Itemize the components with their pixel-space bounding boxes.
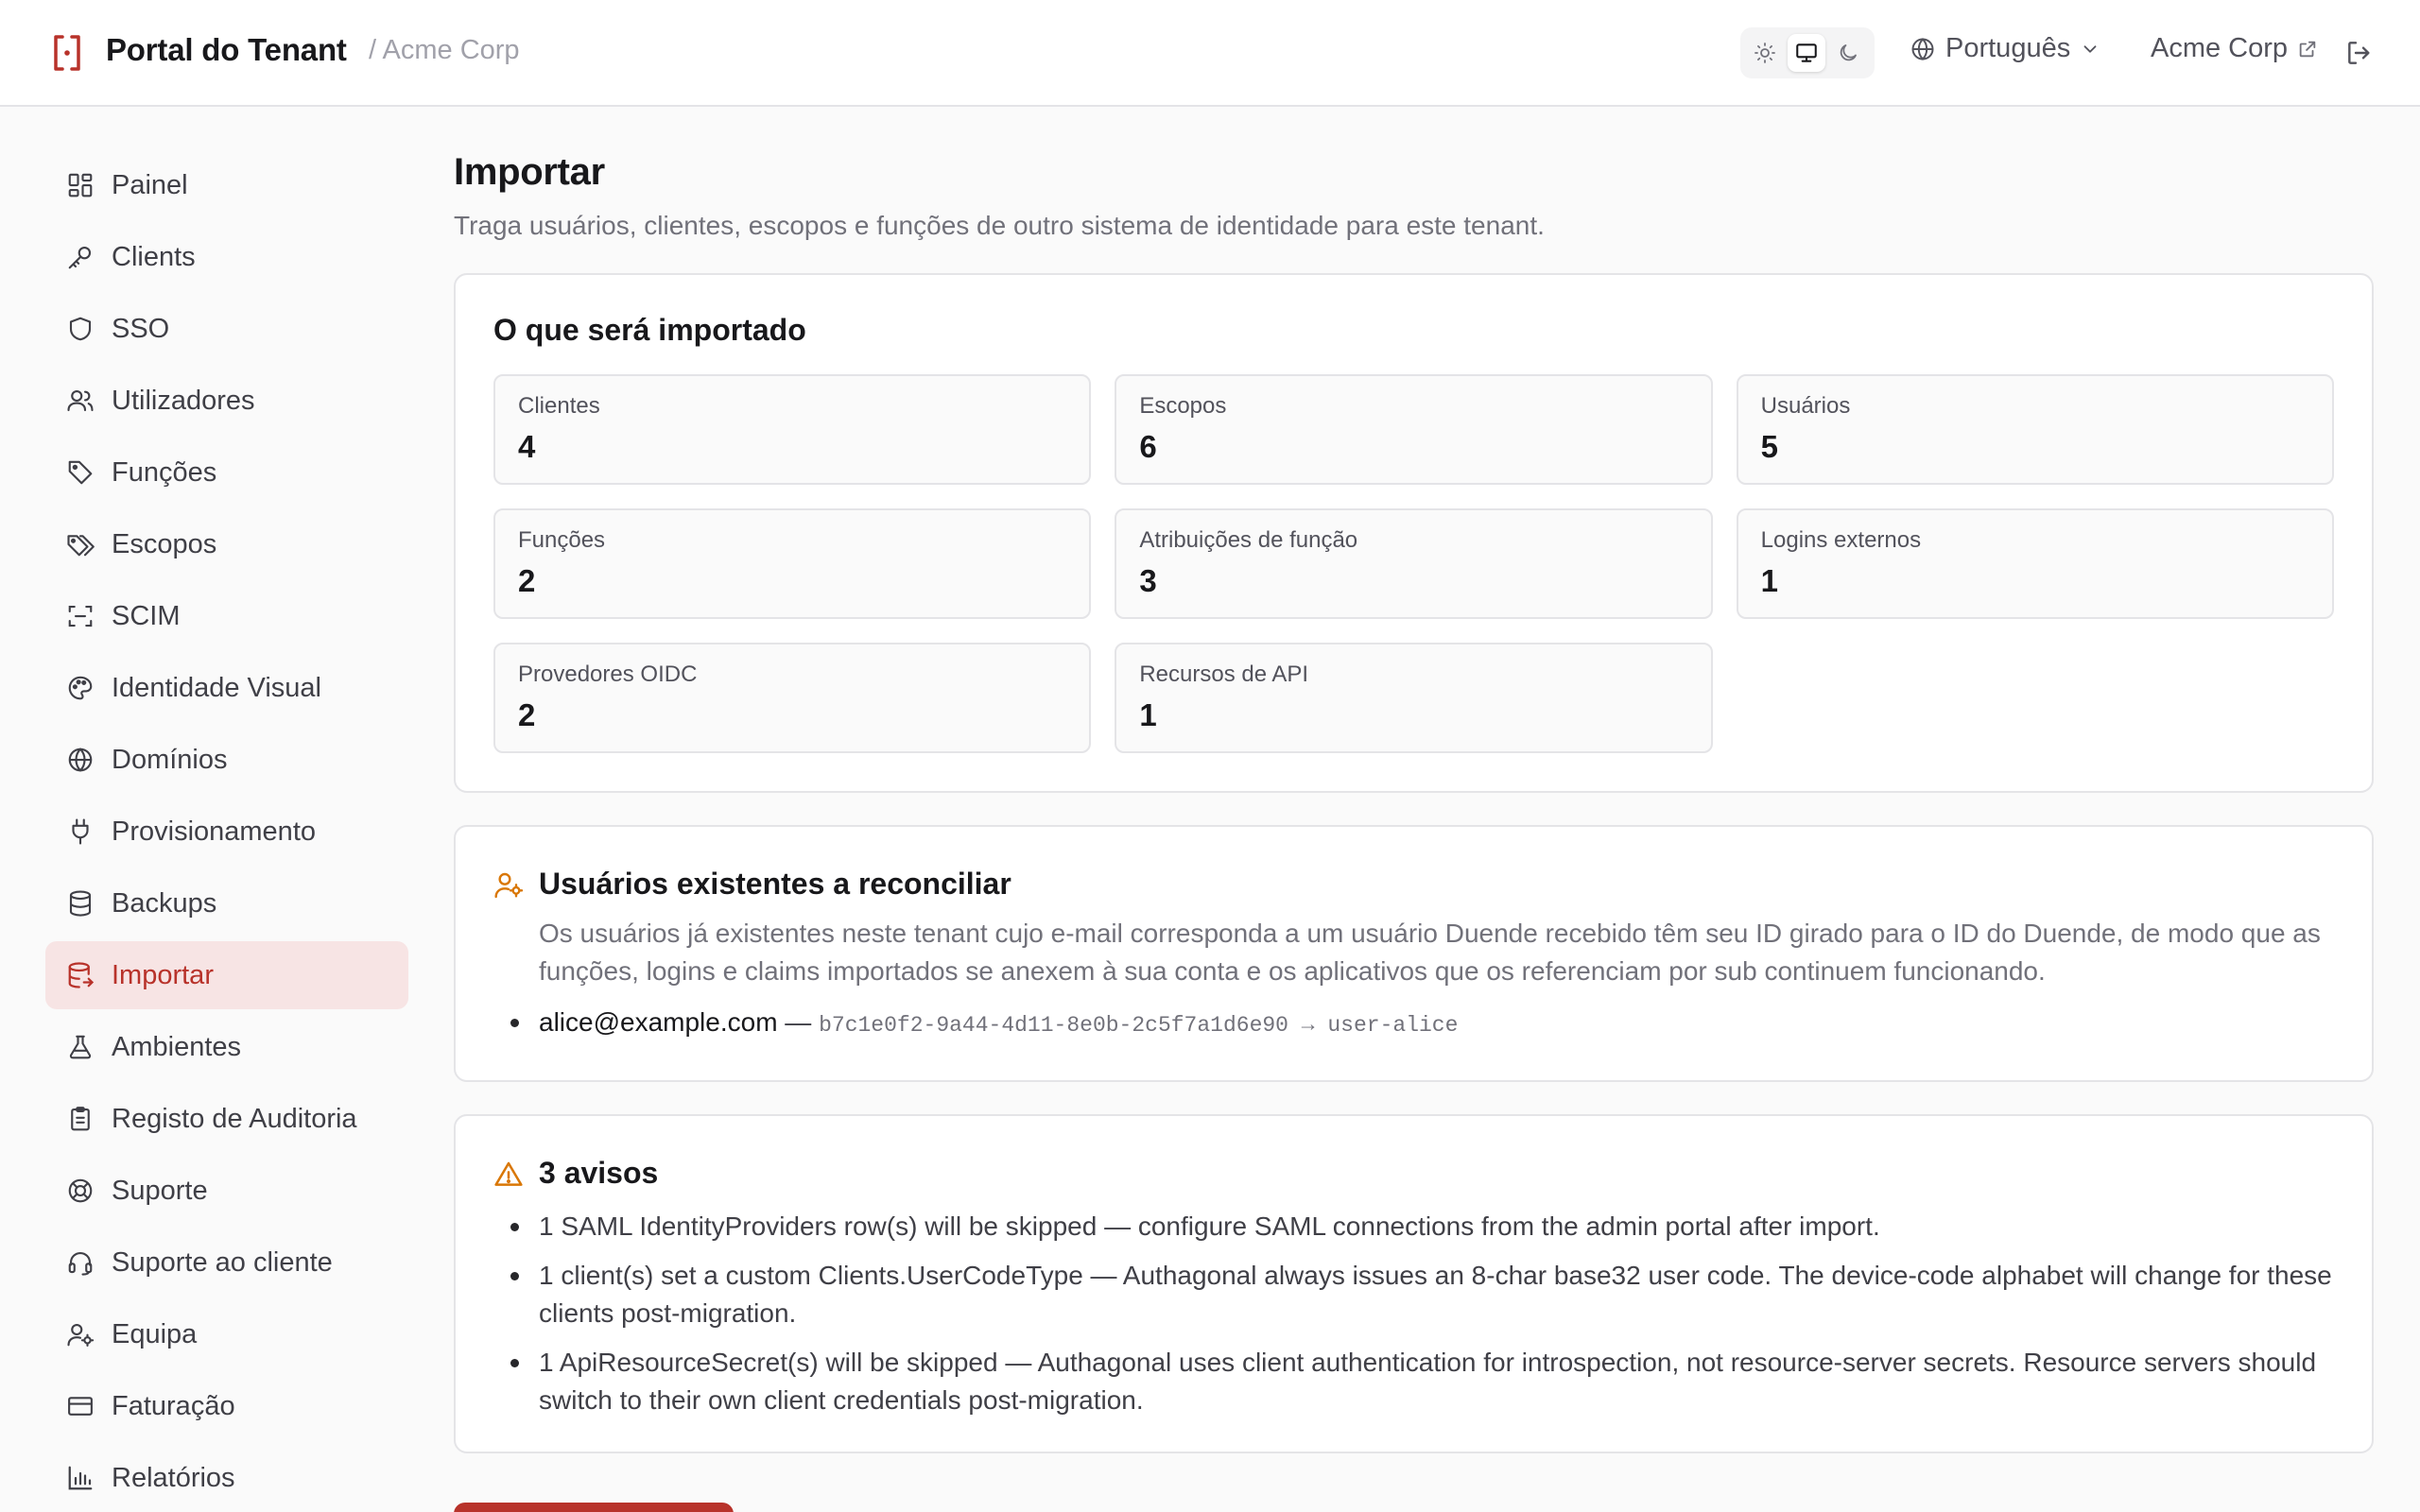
warning-triangle-icon (493, 1160, 524, 1190)
reconcile-description: Os usuários já existentes neste tenant cujo e-mail corresponda a um usuário Duende recebido têm seu ID girado para o ID do Duende, de modo que as funções, logins e claims importados se anexem à sua conta e os aplicativos que os referenciam por sub continuem funcionando. (539, 919, 2321, 986)
import-submit-button[interactable] (454, 1503, 734, 1512)
clipboard-icon (66, 1105, 95, 1133)
light-theme-button[interactable] (1746, 34, 1784, 72)
sidebar-item-scim[interactable] (45, 582, 408, 650)
key-icon (66, 243, 95, 271)
sidebar-item-label: Funções (112, 456, 217, 488)
stat-usuarios (1737, 374, 2334, 485)
stat-recursos-api (1115, 643, 1712, 753)
reconcile-users-card (454, 825, 2374, 1082)
chevron-down-icon (2080, 39, 2100, 60)
sidebar-item-label: Suporte ao cliente (112, 1246, 333, 1278)
stat-value: 2 (518, 697, 536, 732)
stat-label: Funções (518, 527, 606, 553)
org-link-label: Acme Corp (2151, 33, 2289, 63)
users-icon (66, 387, 95, 415)
sidebar-item-painel[interactable] (45, 151, 408, 219)
sidebar-item-label: Relatórios (112, 1462, 235, 1493)
sidebar-item-ambientes[interactable] (45, 1013, 408, 1081)
reconcile-header (493, 867, 2334, 990)
reconcile-title: Usuários existentes a reconciliar (539, 867, 1011, 901)
reconcile-user-list (493, 1004, 2334, 1044)
tenant-breadcrumb: / Acme Corp (369, 35, 520, 65)
sidebar-item-escopos[interactable] (45, 510, 408, 578)
sun-icon (1754, 42, 1776, 64)
shield-icon (66, 315, 95, 343)
sidebar-item-registo-auditoria[interactable] (45, 1085, 408, 1153)
headset-icon (66, 1248, 95, 1277)
stat-logins-externos (1737, 508, 2334, 619)
import-summary-card (454, 273, 2374, 793)
warnings-title: 3 avisos (539, 1156, 659, 1190)
sidebar-item-backups[interactable] (45, 869, 408, 937)
sidebar-item-label: Identidade Visual (112, 672, 321, 703)
stat-value: 6 (1139, 429, 1157, 464)
moon-icon (1837, 42, 1859, 64)
bar-chart-icon (66, 1464, 95, 1492)
sidebar-item-label: Painel (112, 169, 188, 200)
sidebar-item-importar[interactable] (45, 941, 408, 1009)
warnings-card (454, 1114, 2374, 1453)
stat-escopos (1115, 374, 1712, 485)
stat-funcoes (493, 508, 1091, 619)
stat-label: Provedores OIDC (518, 662, 698, 687)
stat-value: 2 (518, 563, 536, 598)
sidebar-item-label: Ambientes (112, 1031, 242, 1062)
monitor-icon (1794, 41, 1819, 65)
list-item (493, 1004, 2334, 1044)
user-email: alice@example.com (539, 1007, 778, 1037)
import-summary-title: O que será importado (493, 313, 806, 347)
separator: — (777, 1007, 820, 1037)
app-title[interactable]: Portal do Tenant (106, 32, 347, 67)
list-item: 1 ApiResourceSecret(s) will be skipped — Authagonal uses client authentication for introspection, not resource-server secrets. Resource servers should switch to their own client credentials post-migration. (493, 1344, 2334, 1419)
sidebar-item-label: Backups (112, 887, 217, 919)
org-external-link[interactable] (2151, 33, 2318, 64)
sidebar-item-identidade-visual[interactable] (45, 654, 408, 722)
lifebuoy-icon (66, 1177, 95, 1205)
sidebar-item-label: Domínios (112, 744, 228, 775)
stat-label: Recursos de API (1139, 662, 1309, 687)
list-item: 1 client(s) set a custom Clients.UserCodeType — Authagonal always issues an 8-char base32 user code. The device-code alphabet will change for these clients post-migration. (493, 1257, 2334, 1332)
credit-card-icon (66, 1392, 95, 1420)
page-title: Importar (454, 151, 605, 193)
sidebar-item-label: Registo de Auditoria (112, 1103, 357, 1134)
sidebar-item-label: Utilizadores (112, 385, 255, 416)
stat-label: Usuários (1760, 393, 1851, 419)
flask-icon (66, 1033, 95, 1061)
plug-icon (66, 817, 95, 846)
dark-theme-button[interactable] (1829, 34, 1867, 72)
sidebar-item-sso[interactable] (45, 295, 408, 363)
sidebar-item-suporte-cliente[interactable] (45, 1228, 408, 1297)
stat-label: Clientes (518, 393, 600, 419)
language-label: Português (1945, 33, 2071, 63)
sidebar-item-label: Importar (112, 959, 214, 990)
external-link-icon (2297, 39, 2318, 60)
language-selector[interactable] (1910, 33, 2100, 64)
sidebar-item-relatorios[interactable] (45, 1444, 408, 1512)
brand-logo-icon (53, 35, 81, 71)
sidebar-item-label: Escopos (112, 528, 217, 559)
sidebar-item-label: SSO (112, 313, 170, 344)
main-content (454, 151, 2374, 1486)
sidebar-item-label: Clients (112, 241, 196, 272)
stat-value: 1 (1760, 563, 1779, 598)
sidebar-item-suporte[interactable] (45, 1157, 408, 1225)
sidebar-item-provisionamento[interactable] (45, 798, 408, 866)
dashboard-icon (66, 171, 95, 199)
theme-switcher (1740, 27, 1875, 78)
stat-value: 5 (1760, 429, 1779, 464)
palette-icon (66, 674, 95, 702)
top-bar (0, 0, 2420, 107)
system-theme-button[interactable] (1788, 34, 1825, 72)
id-mapping: b7c1e0f2-9a44-4d11-8e0b-2c5f7a1d6e90 → user-alice (819, 1013, 1459, 1038)
stat-label: Atribuições de função (1139, 527, 1358, 553)
tag-icon (66, 458, 95, 487)
globe-icon (66, 746, 95, 774)
globe-icon (1910, 36, 1936, 62)
warnings-header (493, 1156, 2334, 1191)
sidebar-item-label: Faturação (112, 1390, 235, 1421)
sidebar-item-utilizadores[interactable] (45, 367, 408, 435)
sidebar-item-label: Suporte (112, 1175, 208, 1206)
sidebar-item-label: Equipa (112, 1318, 198, 1349)
sidebar-item-funcoes[interactable] (45, 438, 408, 507)
sidebar-nav (45, 151, 408, 1512)
sidebar-item-label: SCIM (112, 600, 181, 631)
stat-value: 3 (1139, 563, 1157, 598)
sidebar-item-faturacao[interactable] (45, 1372, 408, 1440)
user-cog-icon (493, 870, 524, 901)
database-icon (66, 889, 95, 918)
sidebar-item-label: Provisionamento (112, 816, 316, 847)
warnings-list (493, 1208, 2334, 1419)
scan-icon (66, 602, 95, 630)
page-subtitle: Traga usuários, clientes, escopos e funções de outro sistema de identidade para este tenant. (454, 211, 1545, 240)
stat-label: Logins externos (1760, 527, 1922, 553)
stat-clientes (493, 374, 1091, 485)
sidebar-item-clients[interactable] (45, 223, 408, 291)
stat-value: 4 (518, 429, 536, 464)
sidebar-item-equipa[interactable] (45, 1300, 408, 1368)
import-stats-grid (493, 374, 2334, 753)
stat-atribuicoes-funcao (1115, 508, 1712, 619)
database-import-icon (66, 961, 95, 989)
logout-icon[interactable] (2344, 38, 2375, 68)
stat-value: 1 (1139, 697, 1157, 732)
stat-provedores-oidc (493, 643, 1091, 753)
list-item: 1 SAML IdentityProviders row(s) will be skipped — configure SAML connections from the admin portal after import. (493, 1208, 2334, 1246)
tags-icon (66, 530, 95, 558)
sidebar-item-dominios[interactable] (45, 726, 408, 794)
user-gear-icon (66, 1320, 95, 1349)
stat-label: Escopos (1139, 393, 1227, 419)
